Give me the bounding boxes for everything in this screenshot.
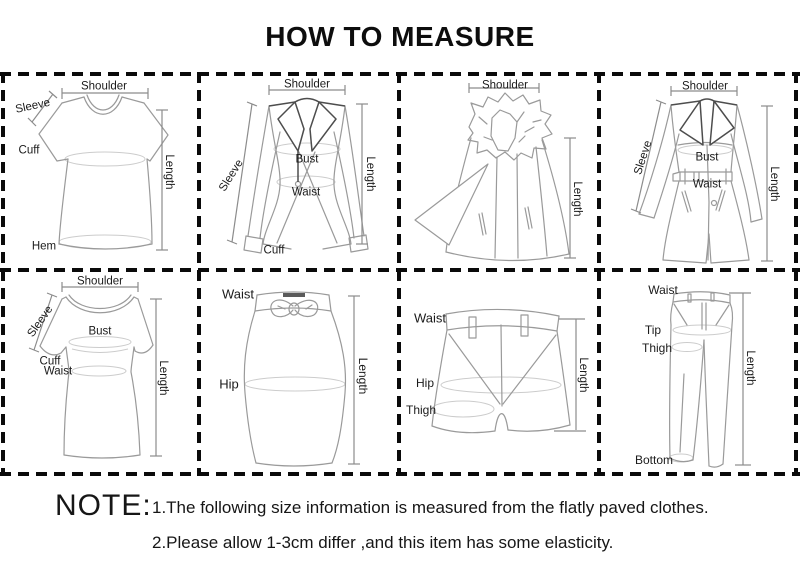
blazer-lapels: [269, 99, 345, 183]
page-title: HOW TO MEASURE: [265, 21, 535, 52]
skirt-clasp: [283, 293, 305, 297]
trench-lapels: [671, 99, 737, 145]
trench-length-label: Length: [767, 166, 780, 202]
dress-cuff-label: Cuff: [39, 355, 61, 368]
trench-sleeve-label: Sleeve: [632, 139, 655, 177]
trench-shoulder-label: Shoulder: [681, 80, 729, 93]
t-shirt-shoulder-label: Shoulder: [80, 80, 128, 93]
panel-blazer: [199, 72, 397, 268]
note-label: NOTE:: [55, 489, 152, 522]
pants-tip-label: Tip: [644, 323, 662, 337]
fur-coat-shoulder-label: Shoulder: [481, 79, 529, 92]
t-shirt-measure-lines: [28, 88, 168, 250]
fur-coat-outline: [415, 138, 569, 261]
dress-waist-label: Waist: [43, 365, 73, 378]
skirt-waist-label: Waist: [221, 286, 255, 302]
shorts-waist-label: Waist: [413, 310, 447, 326]
fur-coat-length-label: Length: [570, 181, 583, 217]
dress-guides: [69, 337, 131, 377]
dress-shoulder-label: Shoulder: [76, 275, 124, 288]
blazer-length-label: Length: [363, 156, 376, 192]
note-line-2: 2.Please allow 1-3cm differ ,and this item has some elasticity.: [152, 533, 614, 552]
t-shirt-cuff-label: Cuff: [18, 144, 40, 157]
dress-bust-label: Bust: [88, 325, 112, 338]
panel-shorts: [399, 268, 597, 473]
pants-outline: [670, 292, 733, 467]
fur-collar-coat-illustration: [399, 72, 597, 268]
panel-fur-collar-coat: [399, 72, 597, 268]
pants-length-label: Length: [743, 350, 756, 386]
blazer-sleeve-label: Sleeve: [216, 157, 246, 194]
trench-waist-label: Waist: [692, 178, 722, 191]
pants-thigh-label: Thigh: [641, 341, 673, 355]
pants-bottom-label: Bottom: [634, 453, 674, 467]
t-shirt-length-label: Length: [162, 154, 175, 190]
shorts-thigh-label: Thigh: [405, 403, 437, 417]
panel-skirt: [199, 268, 397, 473]
panel-t-shirt: [0, 72, 198, 268]
pants-illustration: [599, 268, 797, 473]
shorts-hip-label: Hip: [415, 376, 435, 390]
t-shirt-guides: [59, 152, 151, 249]
trench-bust-label: Bust: [695, 151, 719, 164]
blazer-shoulder-label: Shoulder: [283, 78, 331, 91]
pants-waist-label: Waist: [648, 283, 678, 297]
dress-length-label: Length: [156, 360, 169, 396]
shorts-outline: [432, 309, 570, 432]
panel-dress: [0, 268, 198, 473]
fur-collar: [468, 93, 552, 160]
skirt-hip-label: Hip: [219, 376, 239, 392]
blazer-outline: [244, 106, 368, 253]
panel-trench-coat: [599, 72, 797, 268]
note-line-1: 1.The following size information is measured from the flatly paved clothes.: [152, 498, 709, 517]
shorts-length-label: Length: [576, 357, 589, 393]
shorts-illustration: [399, 268, 597, 473]
t-shirt-sleeve-label: Sleeve: [14, 96, 52, 116]
t-shirt-hem-label: Hem: [31, 240, 57, 253]
blazer-bust-label: Bust: [295, 153, 319, 166]
t-shirt-outline: [39, 95, 168, 249]
dress-sleeve-label: Sleeve: [25, 303, 56, 340]
skirt-length-label: Length: [356, 357, 370, 395]
blazer-waist-label: Waist: [291, 186, 321, 199]
skirt-guides: [245, 377, 345, 391]
panel-pants: [599, 268, 797, 473]
shorts-guides: [432, 377, 561, 417]
blazer-cuff-label: Cuff: [263, 244, 285, 257]
